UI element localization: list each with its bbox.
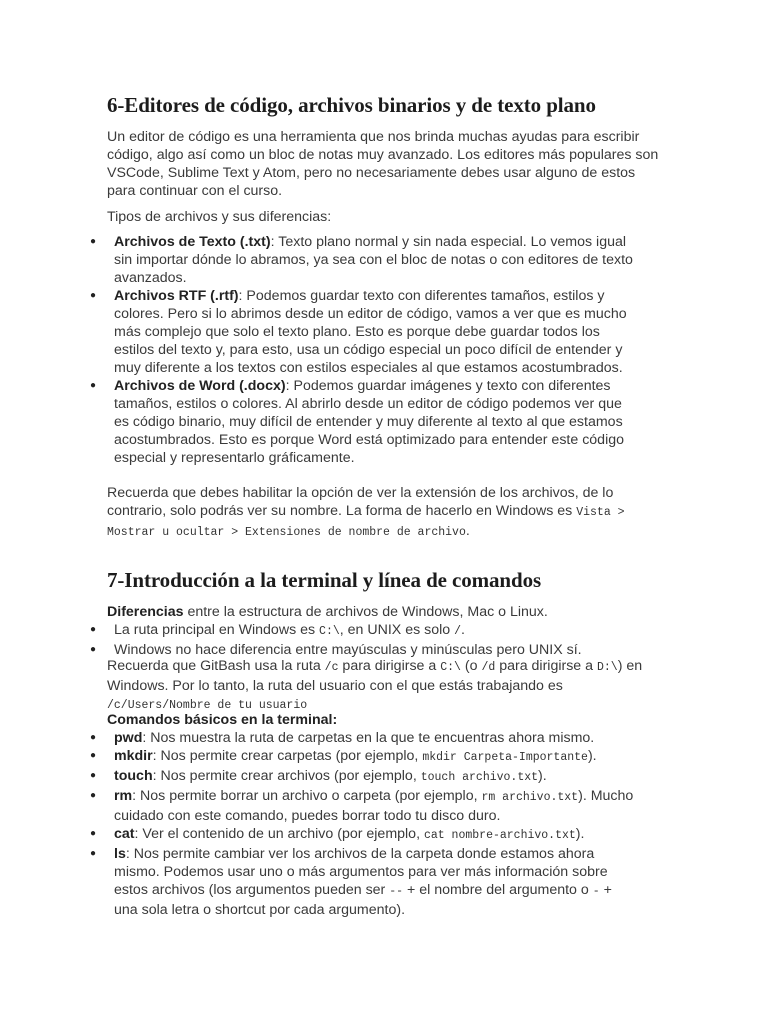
- command-text: : Nos muestra la ruta de carpetas en la que te encuentras ahora mismo.: [142, 730, 595, 746]
- list-item: [0, 825, 634, 845]
- command-name: rm: [114, 788, 133, 804]
- command-example-code: touch archivo.txt: [420, 771, 539, 784]
- list-item: [0, 377, 634, 467]
- gitbash-code: C:\: [440, 661, 461, 674]
- command-text: : Nos permite crear carpetas (por ejemplo,: [152, 748, 423, 764]
- command-text: : Nos permite borrar un archivo o carpeta (por ejemplo,: [132, 788, 482, 804]
- differences-intro: [107, 603, 667, 621]
- differences-text: entre la estructura de archivos de Windows, Mac o Linux.: [183, 604, 548, 620]
- command-text: ). Mucho cuidado con este comando, puedes borrar todo tu disco duro.: [114, 788, 634, 824]
- gitbash-code: D:\: [596, 661, 618, 674]
- file-type-term: Archivos de Texto (.txt): [114, 234, 271, 250]
- gitbash-code: /c/Users/Nombre de tu usuario: [107, 699, 308, 712]
- bullet-icon: ●: [90, 732, 97, 743]
- command-text: + una sola letra o shortcut por cada argumento).: [114, 882, 612, 918]
- reminder-text: Recuerda que debes habilitar la opción de ver la extensión de los archivos, de lo contrario, solo podrás ver su nombre. La forma de hacerlo en Windows es: [107, 485, 614, 519]
- section-6-title: 6-Editores de código, archivos binarios y de texto plano: [107, 93, 596, 117]
- command-name: ls: [114, 846, 126, 862]
- section-6-intro: Un editor de código es una herramienta que nos brinda muchas ayudas para escribir código, algo así como un bloc de notas muy avanzado. Los editores más populares son VSCode, Sublime Text y Atom, pero no necesariamente debes usar alguno de estos para continuar con el curso.: [107, 129, 659, 199]
- bullet-icon: ●: [90, 644, 97, 655]
- gitbash-text: Recuerda que GitBash usa la ruta: [107, 658, 325, 674]
- bullet-icon: ●: [90, 236, 97, 247]
- list-item: [0, 621, 634, 641]
- list-item: [0, 747, 634, 767]
- gitbash-code: /c: [324, 661, 339, 674]
- command-text: : Ver el contenido de un archivo (por ejemplo,: [134, 826, 424, 842]
- bullet-icon: ●: [90, 750, 97, 761]
- bullet-icon: ●: [90, 790, 97, 801]
- commands-heading: [107, 711, 667, 729]
- gitbash-text: (o: [460, 658, 482, 674]
- bullet-icon: ●: [90, 770, 97, 781]
- bullet-icon: ●: [90, 828, 97, 839]
- command-text: : Nos permite crear archivos (por ejemplo,: [152, 768, 421, 784]
- bullet-icon: ●: [90, 848, 97, 859]
- bullet-icon: ●: [90, 380, 97, 391]
- list-item: [0, 233, 634, 287]
- reminder-end: .: [465, 523, 470, 539]
- gitbash-text: para dirigirse a: [338, 658, 441, 674]
- command-example-code: --: [389, 885, 404, 898]
- gitbash-text: para dirigirse a: [495, 658, 597, 674]
- list-item: [0, 845, 634, 919]
- file-type-term: Archivos RTF (.rtf): [114, 288, 239, 304]
- diff-text: , en UNIX es solo: [339, 622, 455, 638]
- windows-root-code: C:\: [319, 625, 340, 638]
- differences-term: Diferencias: [107, 604, 184, 620]
- list-item: [0, 287, 634, 377]
- file-type-text: : Texto plano normal y sin nada especial. Lo vemos igual sin importar dónde lo abramos, ya sea con el bloc de notas o con editores de texto avanzados.: [114, 234, 633, 286]
- file-type-text: : Podemos guardar texto con diferentes tamaños, estilos y colores. Pero si lo abrimos desde un editor de código, vamos a ver que es mucho más complejo que solo el texto plano. Esto es porque debe guardar todos los estilos del texto y, para esto, usa un código especial un poco difícil de entender y muy diferente a los textos con estilos especiales al que estamos acostumbrados.: [114, 288, 627, 376]
- list-item: [0, 767, 634, 787]
- unix-root-code: /: [454, 625, 462, 638]
- command-text: ).: [587, 748, 597, 764]
- bullet-icon: ●: [90, 624, 97, 635]
- commands-heading-text: Comandos básicos en la terminal:: [107, 712, 338, 728]
- gitbash-text: ) en Windows. Por lo tanto, la ruta del usuario con el que estás trabajando es: [107, 658, 643, 694]
- command-example-code: rm archivo.txt: [481, 791, 579, 804]
- command-example-code: cat nombre-archivo.txt: [423, 829, 576, 842]
- diff-text: La ruta principal en Windows es: [114, 622, 320, 638]
- file-types-heading: Tipos de archivos y sus diferencias:: [107, 209, 332, 225]
- command-name: touch: [114, 768, 153, 784]
- file-types-list: [0, 233, 768, 467]
- gitbash-code: /d: [481, 661, 496, 674]
- gitbash-note: [107, 657, 647, 715]
- bullet-icon: ●: [90, 290, 97, 301]
- command-example-code: mkdir Carpeta-Importante: [422, 751, 588, 764]
- command-name: cat: [114, 826, 135, 842]
- commands-list: [0, 729, 768, 919]
- extension-reminder: [107, 484, 667, 542]
- command-name: mkdir: [114, 748, 153, 764]
- command-text: ).: [575, 826, 585, 842]
- differences-list: [0, 621, 768, 659]
- diff-text: .: [461, 622, 465, 638]
- command-text: + el nombre del argumento o: [403, 882, 593, 898]
- command-text: ).: [538, 768, 547, 784]
- list-item: [0, 787, 634, 825]
- section-7-title: 7-Introducción a la terminal y línea de comandos: [107, 568, 542, 592]
- file-type-term: Archivos de Word (.docx): [114, 378, 286, 394]
- reminder-code: Vista > Mostrar u ocultar > Extensiones de nombre de archivo: [107, 506, 625, 539]
- diff-text: Windows no hace diferencia entre mayúsculas y minúsculas pero UNIX sí.: [114, 642, 582, 658]
- command-text: : Nos permite cambiar ver los archivos de la carpeta donde estamos ahora mismo. Podemos usar uno o más argumentos para ver más información sobre estos archivos (los argumentos pueden ser: [114, 846, 608, 898]
- list-item: [0, 729, 634, 747]
- file-type-text: : Podemos guardar imágenes y texto con diferentes tamaños, estilos o colores. Al abrirlo desde un editor de código podemos ver que es código binario, muy difícil de entender y muy diferente al texto al que estamos acostumbrados. Esto es porque Word está optimizado para entender este código especial y representarlo gráficamente.: [114, 378, 625, 466]
- command-name: pwd: [114, 730, 143, 746]
- command-example-code: -: [592, 885, 600, 898]
